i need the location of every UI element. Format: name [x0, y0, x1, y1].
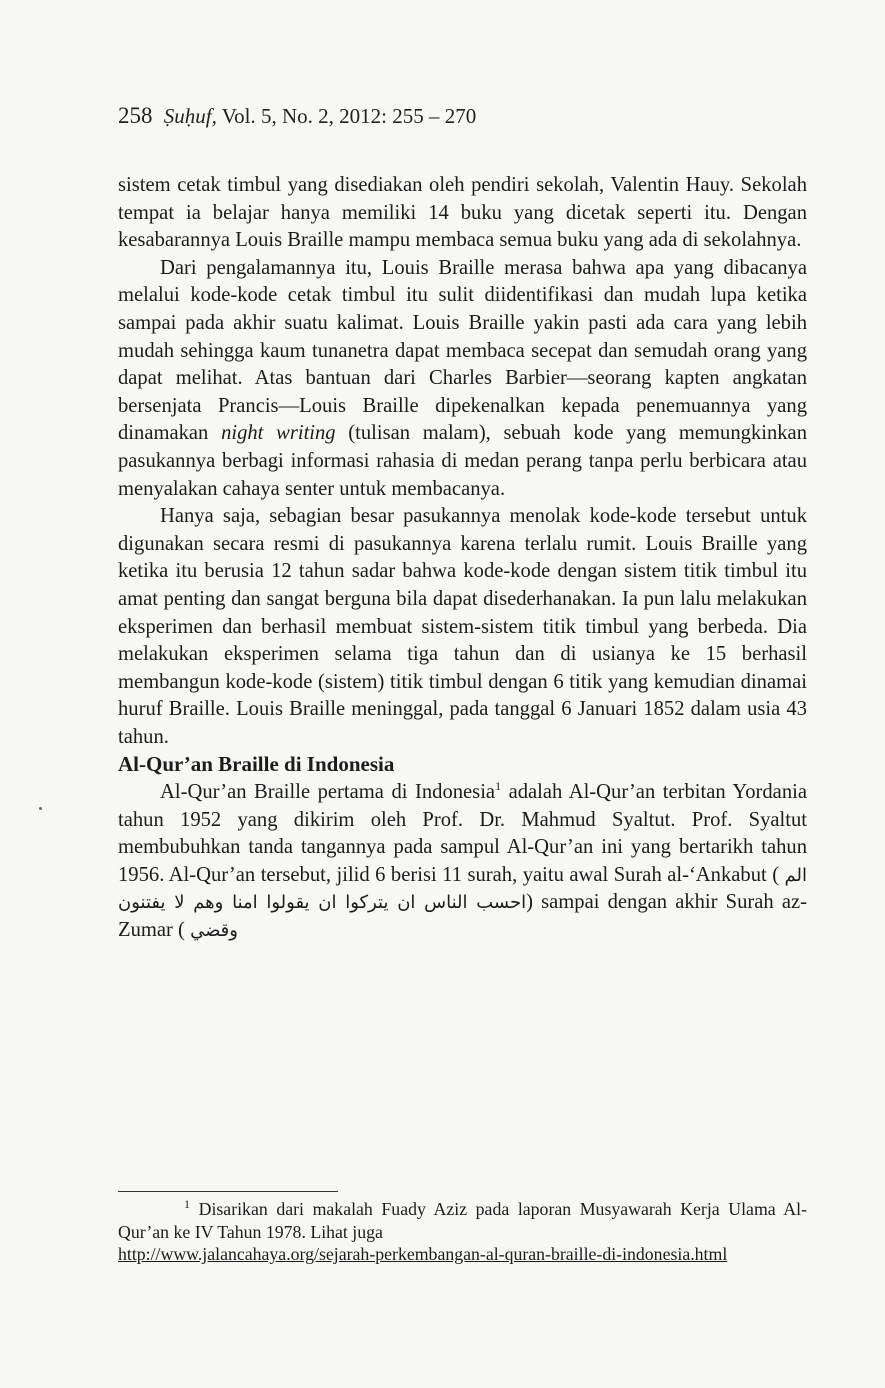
body-text	[118, 172, 807, 945]
paragraph-4-part-a: Al-Qur’an Braille pertama di Indonesia	[160, 781, 496, 804]
paragraph-4	[118, 779, 807, 945]
paragraph-3: Hanya saja, sebagian besar pasukannya menolak kode-kode tersebut untuk digunakan secara resmi di pasukannya karena terlalu rumit. Louis Braille yang ketika itu berusia 12 tahun sadar bahwa kode-kode dengan sistem titik timbul itu amat penting dan sangat berguna bila dapat disederhanakan. Ia pun lalu melakukan eksperimen dan berhasil membuat sistem-sistem titik timbul yang berbeda. Dia melakukan eksperimen selama tiga tahun dan di usianya ke 15 berhasil membangun kode-kode (sistem) titik timbul dengan 6 titik yang kemudian dinamai huruf Braille. Louis Braille meninggal, pada tanggal 6 Januari 1852 dalam usia 43 tahun.	[118, 505, 807, 748]
scan-speck	[39, 807, 42, 810]
paragraph-2	[118, 255, 807, 503]
section-heading: Al-Qur’an Braille di Indonesia	[118, 752, 395, 777]
running-head	[118, 103, 476, 129]
paragraph-2-part-b: (tulisan malam), sebuah kode yang memungkinkan pasukannya berbagi informasi rahasia di medan perang tanpa perlu berbicara atau menyalakan cahaya senter untuk membacanya.	[118, 422, 807, 500]
footnote-text	[118, 1198, 807, 1243]
footnote	[118, 1198, 807, 1266]
paragraph-4-part-b: adalah Al-Qur’an terbitan Yordania tahun 1952 yang dikirim oleh Prof. Dr. Mahmud Syaltut. Prof. Syaltut membubuhkan tanda tangannya pada sampul Al-Qur’an ini yang bertarikh tahun 1956. Al-Qur’an tersebut, jilid 6 berisi 11 surah, yaitu awal Surah al-‘Ankabut (	[118, 781, 807, 886]
page-number: 258	[118, 103, 153, 128]
arabic-verse-1: الم احسب الناس ان يتركوا ان يقولوا امنا وهم لا يفتنون	[118, 864, 807, 914]
footnote-divider	[118, 1191, 338, 1192]
journal-name: Ṣuḥuf,	[163, 104, 217, 128]
arabic-verse-2: وقضي	[190, 920, 238, 942]
night-writing-term: night writing	[221, 422, 336, 445]
footnote-ref: 1	[495, 779, 502, 794]
paragraph-4-part-c: ) sampai dengan akhir Surah az-Zumar (	[118, 891, 807, 942]
footnote-body: Disarikan dari makalah Fuady Aziz pada laporan Musyawarah Kerja Ulama Al-Qur’an ke IV Tahun 1978. Lihat juga	[118, 1199, 807, 1242]
paragraph-1: sistem cetak timbul yang disediakan oleh pendiri sekolah, Valentin Hauy. Sekolah tempat ia belajar hanya memiliki 14 buku yang dicetak seperti itu. Dengan kesabarannya Louis Braille mampu membaca semua buku yang ada di sekolahnya.	[118, 174, 807, 252]
footnote-marker: 1	[184, 1197, 190, 1212]
citation: Vol. 5, No. 2, 2012: 255 – 270	[221, 104, 477, 128]
footnote-link[interactable]: http://www.jalancahaya.org/sejarah-perkembangan-al-quran-braille-di-indonesia.html	[118, 1244, 728, 1264]
paragraph-2-part-a: Dari pengalamannya itu, Louis Braille merasa bahwa apa yang dibacanya melalui kode-kode cetak timbul itu sulit diidentifikasi dan mudah lupa ketika sampai pada akhir suatu kalimat. Louis Braille yakin pasti ada cara yang lebih mudah sehingga kaum tunanetra dapat membaca secepat dan semudah orang yang dapat melihat. Atas bantuan dari Charles Barbier—seorang kapten angkatan bersenjata Prancis—Louis Braille dipekenalkan kepada penemuannya yang dinamakan	[118, 256, 807, 445]
